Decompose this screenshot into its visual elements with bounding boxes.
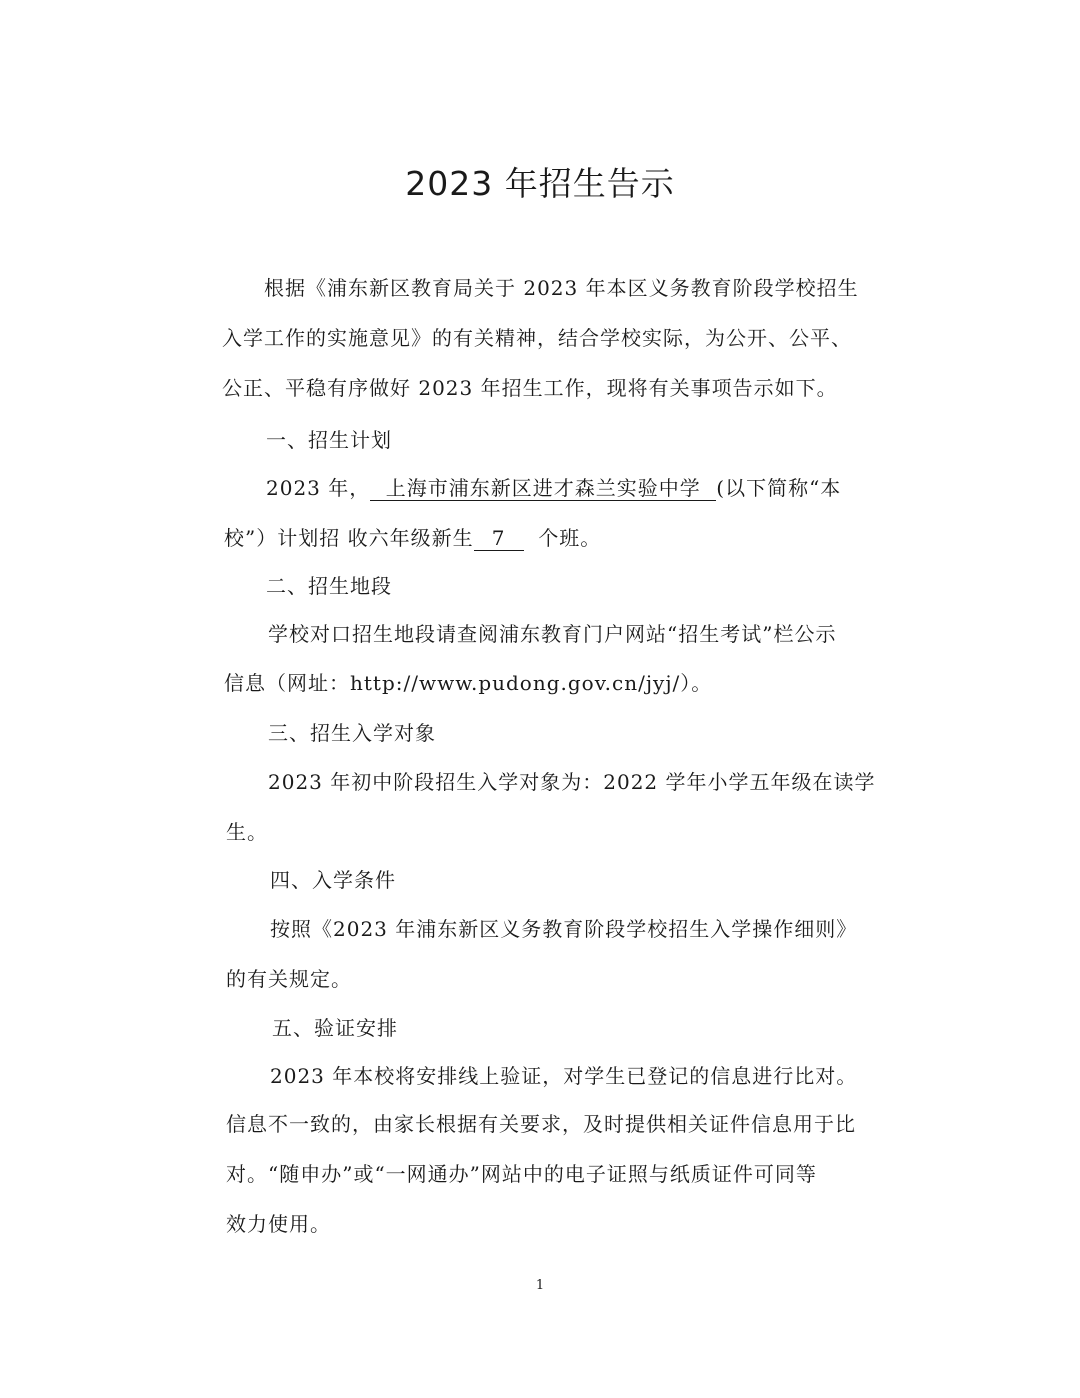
section5-line-3: 对。“随申办”或“一网通办”网站中的电子证照与纸质证件可同等 [226,1162,817,1186]
section2-line-2: 信息（网址：http://www.pudong.gov.cn/jyj/）。 [224,671,713,695]
section3-heading: 三、招生入学对象 [268,721,436,745]
section1-line-1 [266,472,886,501]
section4-heading: 四、入学条件 [270,868,396,892]
section4-line-2: 的有关规定。 [226,967,352,991]
section1-line2-pre: 校”）计划招 收六年级新生 [224,526,474,550]
page-title: 2023 年招生告示 [405,164,675,203]
section1-line2-post: 个班。 [538,526,602,550]
intro-line-2: 入学工作的实施意见》的有关精神，结合学校实际，为公开、公平、 [222,326,852,350]
intro-line-1: 根据《浦东新区教育局关于 2023 年本区义务教育阶段学校招生 [264,276,859,300]
school-name-field: 上海市浦东新区进才森兰实验中学 [370,476,716,501]
section1-line1-pre: 2023 年， [266,476,371,500]
section1-heading: 一、招生计划 [266,428,392,452]
section2-line-1: 学校对口招生地段请查阅浦东教育门户网站“招生考试”栏公示 [268,622,837,646]
section5-line-4: 效力使用。 [226,1212,331,1236]
page-number: 1 [535,1278,545,1293]
section1-line-2 [224,522,884,551]
section5-heading: 五、验证安排 [272,1016,398,1040]
section5-line-2: 信息不一致的，由家长根据有关要求，及时提供相关证件信息用于比 [226,1112,856,1136]
section3-line-2: 生。 [226,820,268,844]
section4-line-1: 按照《2023 年浦东新区义务教育阶段学校招生入学操作细则》 [270,917,858,941]
section2-heading: 二、招生地段 [266,574,392,598]
class-count-field: 7 [474,526,524,551]
section1-line1-post: (以下简称“本 [716,476,842,500]
intro-line-3: 公正、平稳有序做好 2023 年招生工作，现将有关事项告示如下。 [222,376,838,400]
section3-line-1: 2023 年初中阶段招生入学对象为：2022 学年小学五年级在读学 [268,770,876,794]
section5-line-1: 2023 年本校将安排线上验证，对学生已登记的信息进行比对。 [270,1064,858,1088]
